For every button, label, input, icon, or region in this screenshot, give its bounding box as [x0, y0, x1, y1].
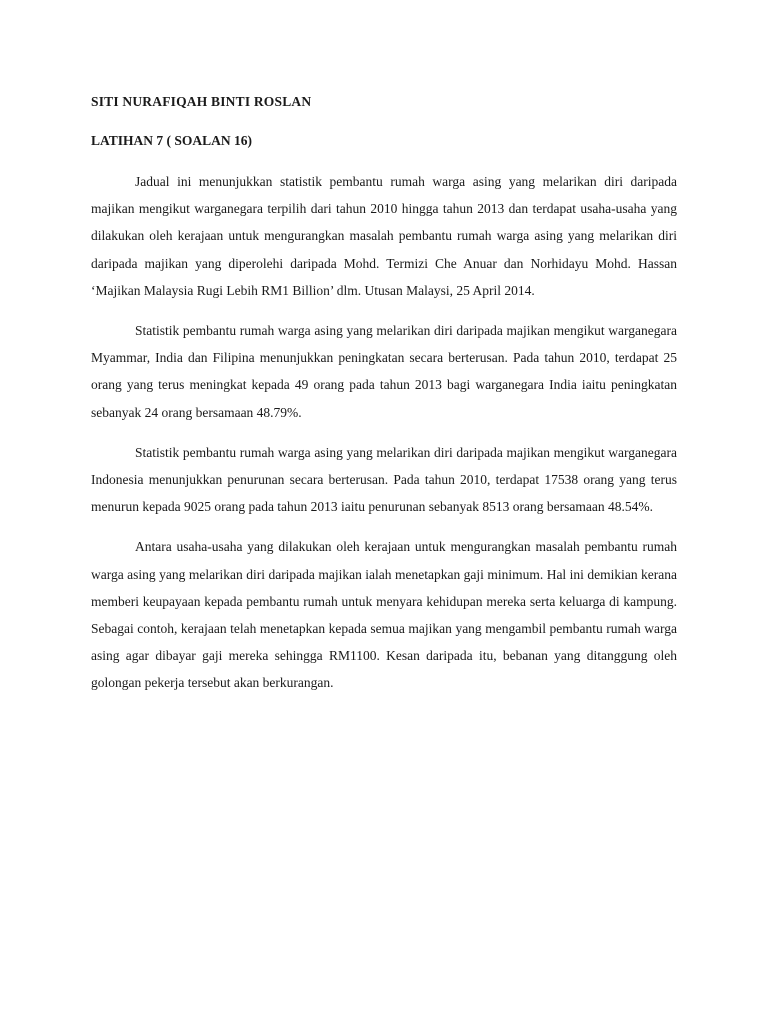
paragraph-introduction: Jadual ini menunjukkan statistik pembantu rumah warga asing yang melarikan diri daripada majikan mengikut warganegara terpilih dari tahun 2010 hingga tahun 2013 dan terdapat usaha-usaha yang dilakukan oleh kerajaan untuk mengurangkan masalah pembantu rumah warga asing yang melarikan diri daripada majikan yang diperolehi daripada Mohd. Termizi Che Anuar dan Norhidayu Mohd. Hassan ‘Majikan Malaysia Rugi Lebih RM1 Billion’ dlm. Utusan Malaysi, 25 April 2014.: [91, 174, 677, 298]
document-body: [91, 92, 677, 697]
exercise-title: LATIHAN 7 ( SOALAN 16): [91, 133, 253, 148]
paragraph-government-efforts: Antara usaha-usaha yang dilakukan oleh kerajaan untuk mengurangkan masalah pembantu rumah warga asing yang melarikan diri daripada majikan ialah menetapkan gaji minimum. Hal ini demikian kerana memberi keupayaan kepada pembantu rumah untuk menyara kehidupan mereka serta keluarga di kampung. Sebagai contoh, kerajaan telah menetapkan kepada semua majikan yang mengambil pembantu rumah warga asing agar dibayar gaji mereka sehingga RM1100. Kesan daripada itu, bebanan yang ditanggung oleh golongan pekerja tersebut akan berkurangan.: [91, 539, 677, 691]
author-name: SITI NURAFIQAH BINTI ROSLAN: [91, 94, 312, 109]
paragraph-increase-statistics: Statistik pembantu rumah warga asing yang melarikan diri daripada majikan mengikut warganegara Myammar, India dan Filipina menunjukkan peningkatan secara berterusan. Pada tahun 2010, terdapat 25 orang yang terus meningkat kepada 49 orang pada tahun 2013 bagi warganegara India iaitu peningkatan sebanyak 24 orang bersamaan 48.79%.: [91, 323, 677, 420]
paragraph-decrease-statistics: Statistik pembantu rumah warga asing yang melarikan diri daripada majikan mengikut warganegara Indonesia menunjukkan penurunan secara berterusan. Pada tahun 2010, terdapat 17538 orang yang terus menurun kepada 9025 orang pada tahun 2013 iaitu penurunan sebanyak 8513 orang bersamaan 48.54%.: [91, 444, 677, 515]
